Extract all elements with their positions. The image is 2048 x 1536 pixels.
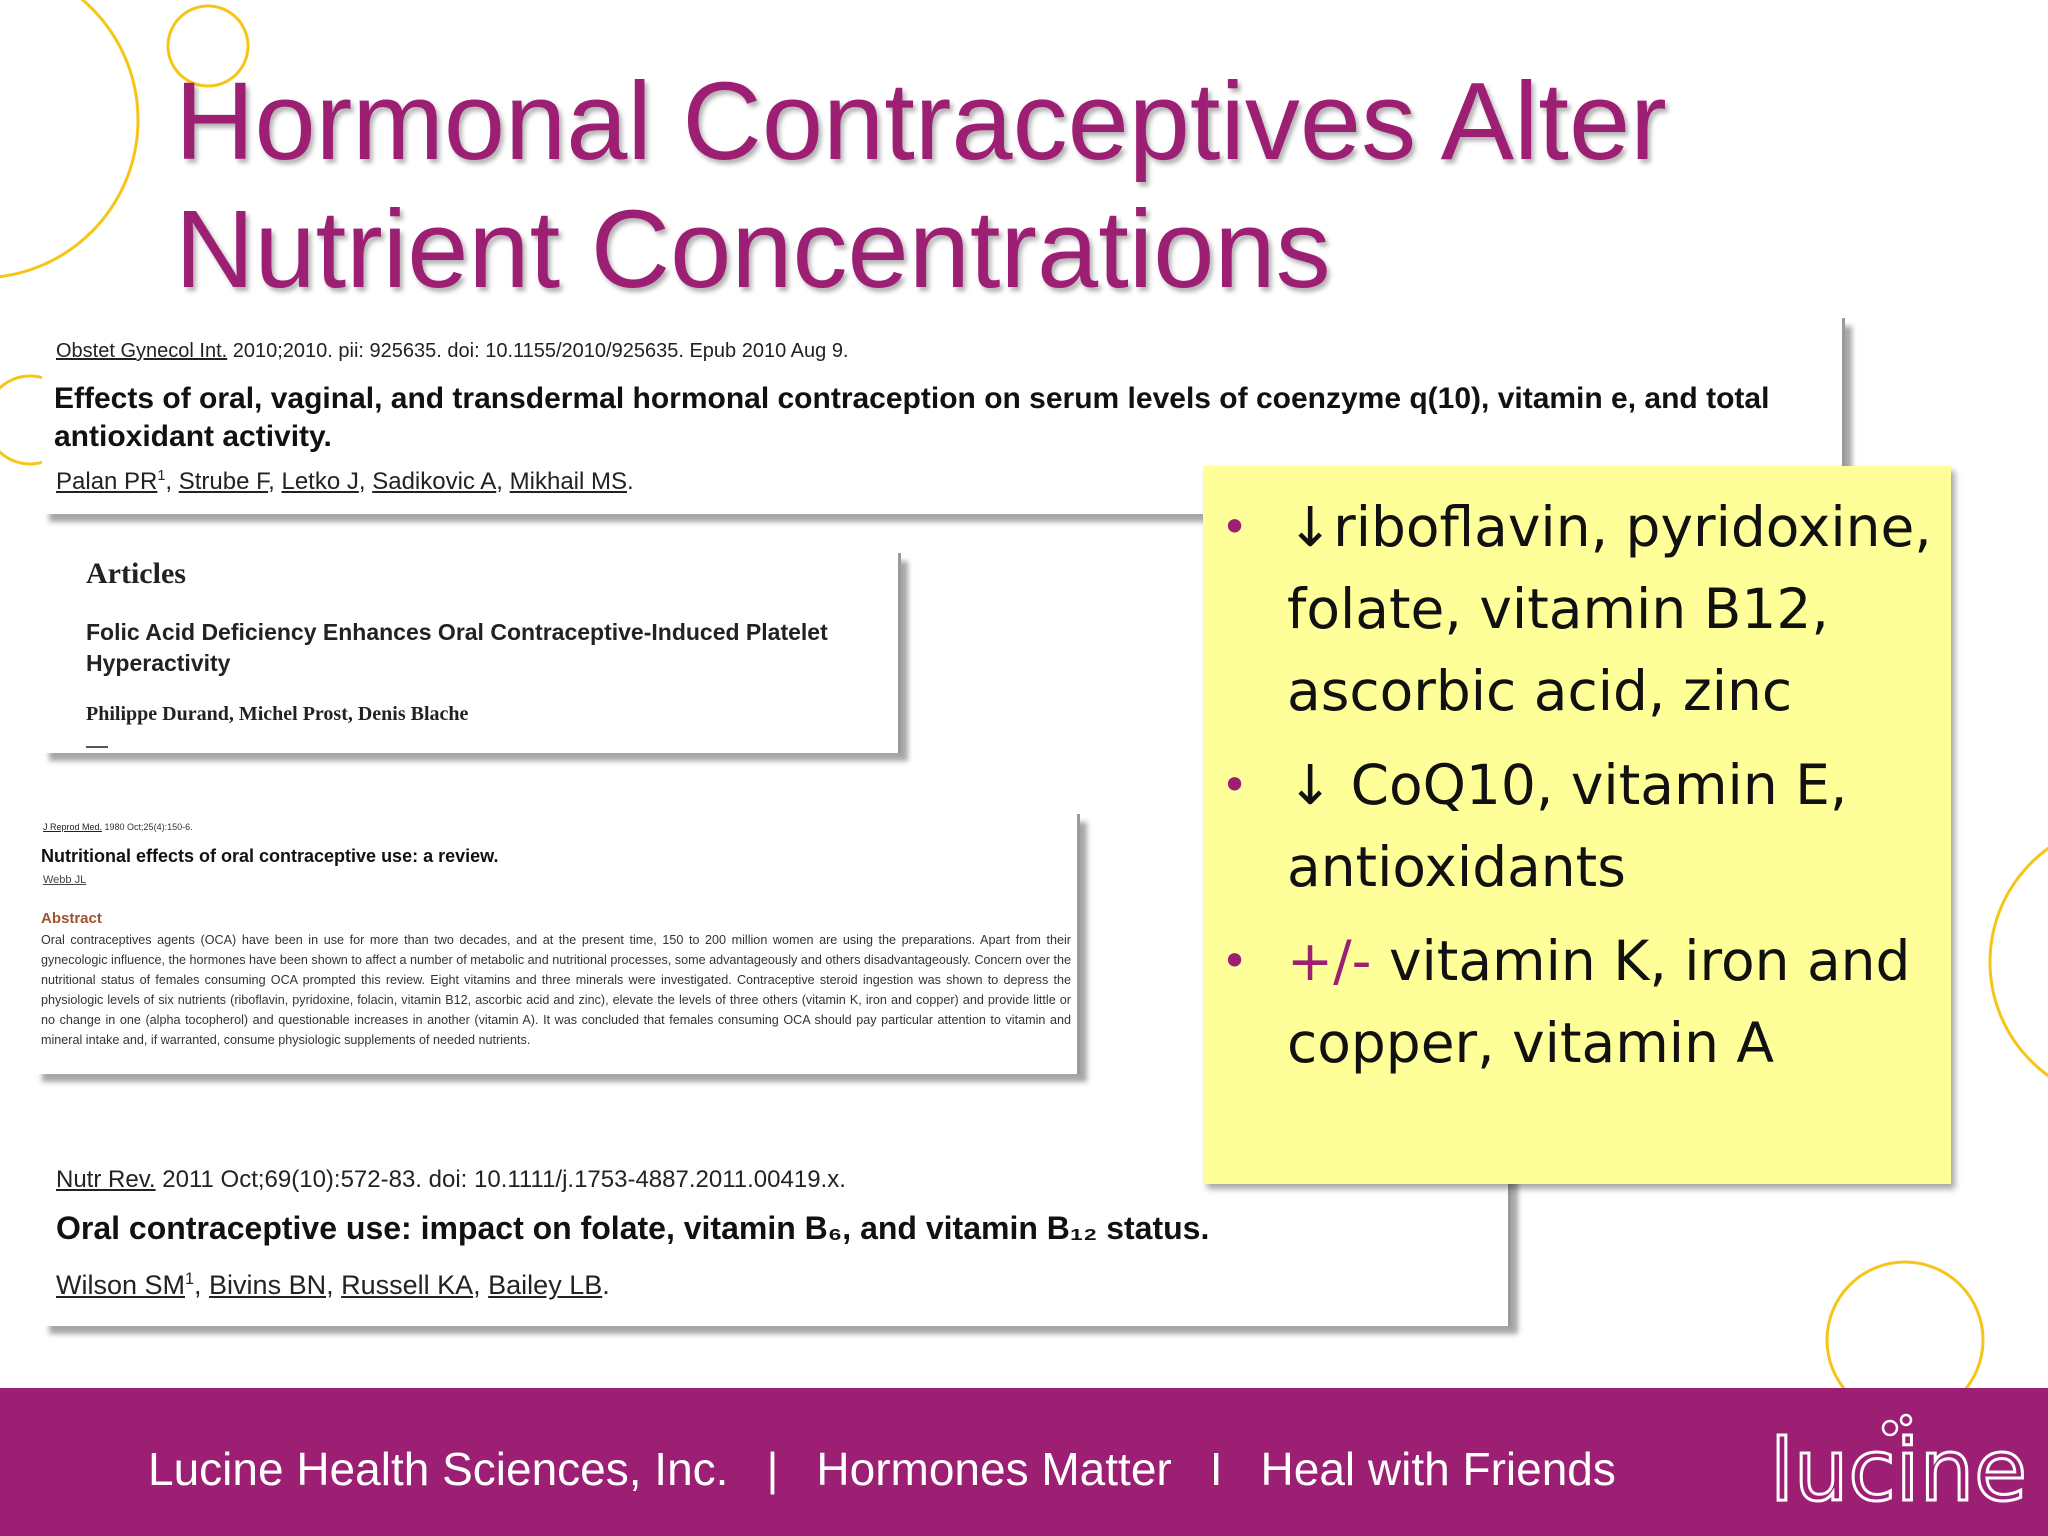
author-list: Palan $PR^1$, Strube F, Letko J, Sadikovic A, Mikhail MS.	[56, 468, 634, 495]
slide-title-line1: Hormonal Contraceptives Alter	[175, 60, 1667, 183]
author-link[interactable]: Letko J	[281, 468, 359, 495]
author-list: Philippe Durand, Michel Prost, Denis Blache	[86, 703, 469, 725]
abstract-heading: Abstract	[41, 910, 102, 927]
bullet: •	[1221, 758, 1249, 812]
summary-item	[1221, 486, 1941, 732]
article-clip-review	[35, 814, 1080, 1074]
company-name: Lucine Health Sciences, Inc.	[148, 1443, 729, 1495]
author-link[interactable]: Bailey LB	[488, 1270, 603, 1300]
author-link[interactable]: Mikhail MS	[509, 468, 627, 495]
footer-separator: |	[766, 1443, 779, 1495]
summary-item	[1221, 744, 1941, 908]
citation-line	[43, 822, 193, 832]
summary-note	[1203, 466, 1951, 1184]
footer-tagline: Hormones Matter	[816, 1443, 1172, 1495]
article-clip-folic-acid	[42, 553, 901, 753]
summary-item-text: ↓riboflavin, pyridoxine, folate, vitamin B12, ascorbic acid, zinc	[1287, 495, 1932, 723]
citation-details: 1980 Oct;25(4):150-6.	[102, 822, 193, 832]
footer-tagline: Heal with Friends	[1260, 1443, 1616, 1495]
abstract-text: Oral contraceptives agents (OCA) have been in use for more than two decades, and at the present time, 150 to 200 million women are using the preparations. Apart from their gynecologic influence, the hormones have been shown to affect a number of metabolic and nutritional processes, some advantageously and others disadvantageously. Concern over the nutritional status of females consuming OCA prompted this review. Eight vitamins and three minerals were investigated. Contraceptive steroid ingestion was shown to depress the physiologic levels of six nutrients (riboflavin, pyridoxine, folacin, vitamin B12, ascorbic acid and zinc), elevate the levels of three others (vitamin K, iron and copper) and provide little or no change in one (alpha tocopherol) and questionable increases in another (vitamin A). It was concluded that females consuming OCA should pay particular attention to vitamin and mineral intake and, if warranted, consume physiologic supplements of needed nutrients.	[41, 933, 1071, 1047]
citation-details: 2011 Oct;69(10):572-83. doi: 10.1111/j.1753-4887.2011.00419.x.	[155, 1166, 846, 1193]
section-heading: Articles	[86, 557, 186, 590]
author-affiliation: 1	[185, 1270, 195, 1288]
citation-line	[56, 340, 849, 363]
bullet: •	[1221, 934, 1249, 988]
footer-text	[148, 1442, 1616, 1496]
slide-title	[175, 58, 1667, 314]
author-list: Wilson $SM^1$, Bivins BN, Russell KA, Bailey LB.	[56, 1270, 610, 1300]
gold-circle-right	[1990, 822, 2048, 1102]
summary-item-text: vitamin K, iron and copper, vitamin A	[1287, 929, 1911, 1075]
journal-link[interactable]: Obstet Gynecol Int.	[56, 340, 228, 362]
bullet: •	[1221, 500, 1249, 554]
author-link[interactable]: Wilson SM	[56, 1270, 186, 1300]
footer-bar	[0, 1388, 2048, 1536]
journal-link[interactable]: Nutr Rev.	[56, 1166, 156, 1193]
article-title: Nutritional effects of oral contraceptive use: a review.	[41, 846, 499, 866]
gold-circle-top-left	[0, 0, 138, 278]
summary-item	[1221, 920, 1941, 1084]
summary-list	[1221, 486, 1941, 1096]
article-title: Effects of oral, vaginal, and transdermal hormonal contraception on serum levels of coenzyme q(10), vitamin e, and total antioxidant activity.	[54, 382, 1770, 453]
journal-link[interactable]: J Reprod Med.	[43, 822, 103, 832]
summary-item-text: ↓ CoQ10, vitamin E, antioxidants	[1287, 753, 1848, 899]
author-link[interactable]: Webb JL	[43, 874, 87, 886]
article-title: Folic Acid Deficiency Enhances Oral Contraceptive-Induced Platelet Hyperactivity	[86, 619, 828, 676]
slide-title-line2: Nutrient Concentrations	[175, 188, 1331, 311]
author-link[interactable]: Russell KA	[341, 1270, 474, 1300]
plus-minus-marker: +/-	[1287, 929, 1372, 993]
citation-details: 2010;2010. pii: 925635. doi: 10.1155/2010/925635. Epub 2010 Aug 9.	[227, 340, 849, 362]
author-affiliation: 1	[157, 468, 166, 484]
author-link[interactable]: Sadikovic A	[372, 468, 497, 495]
citation-line	[56, 1166, 846, 1194]
footer-separator: I	[1209, 1443, 1223, 1495]
lucine-logo	[1768, 1410, 2027, 1521]
article-title: Oral contraceptive use: impact on folate, vitamin B₆, and vitamin B₁₂ status.	[56, 1210, 1210, 1246]
author-link[interactable]: Palan PR	[56, 468, 158, 495]
author-link[interactable]: Bivins BN	[209, 1270, 327, 1300]
logo-wordmark: lucine	[1770, 1421, 2027, 1521]
divider	[86, 746, 108, 748]
author-link[interactable]: Strube F	[178, 468, 269, 495]
